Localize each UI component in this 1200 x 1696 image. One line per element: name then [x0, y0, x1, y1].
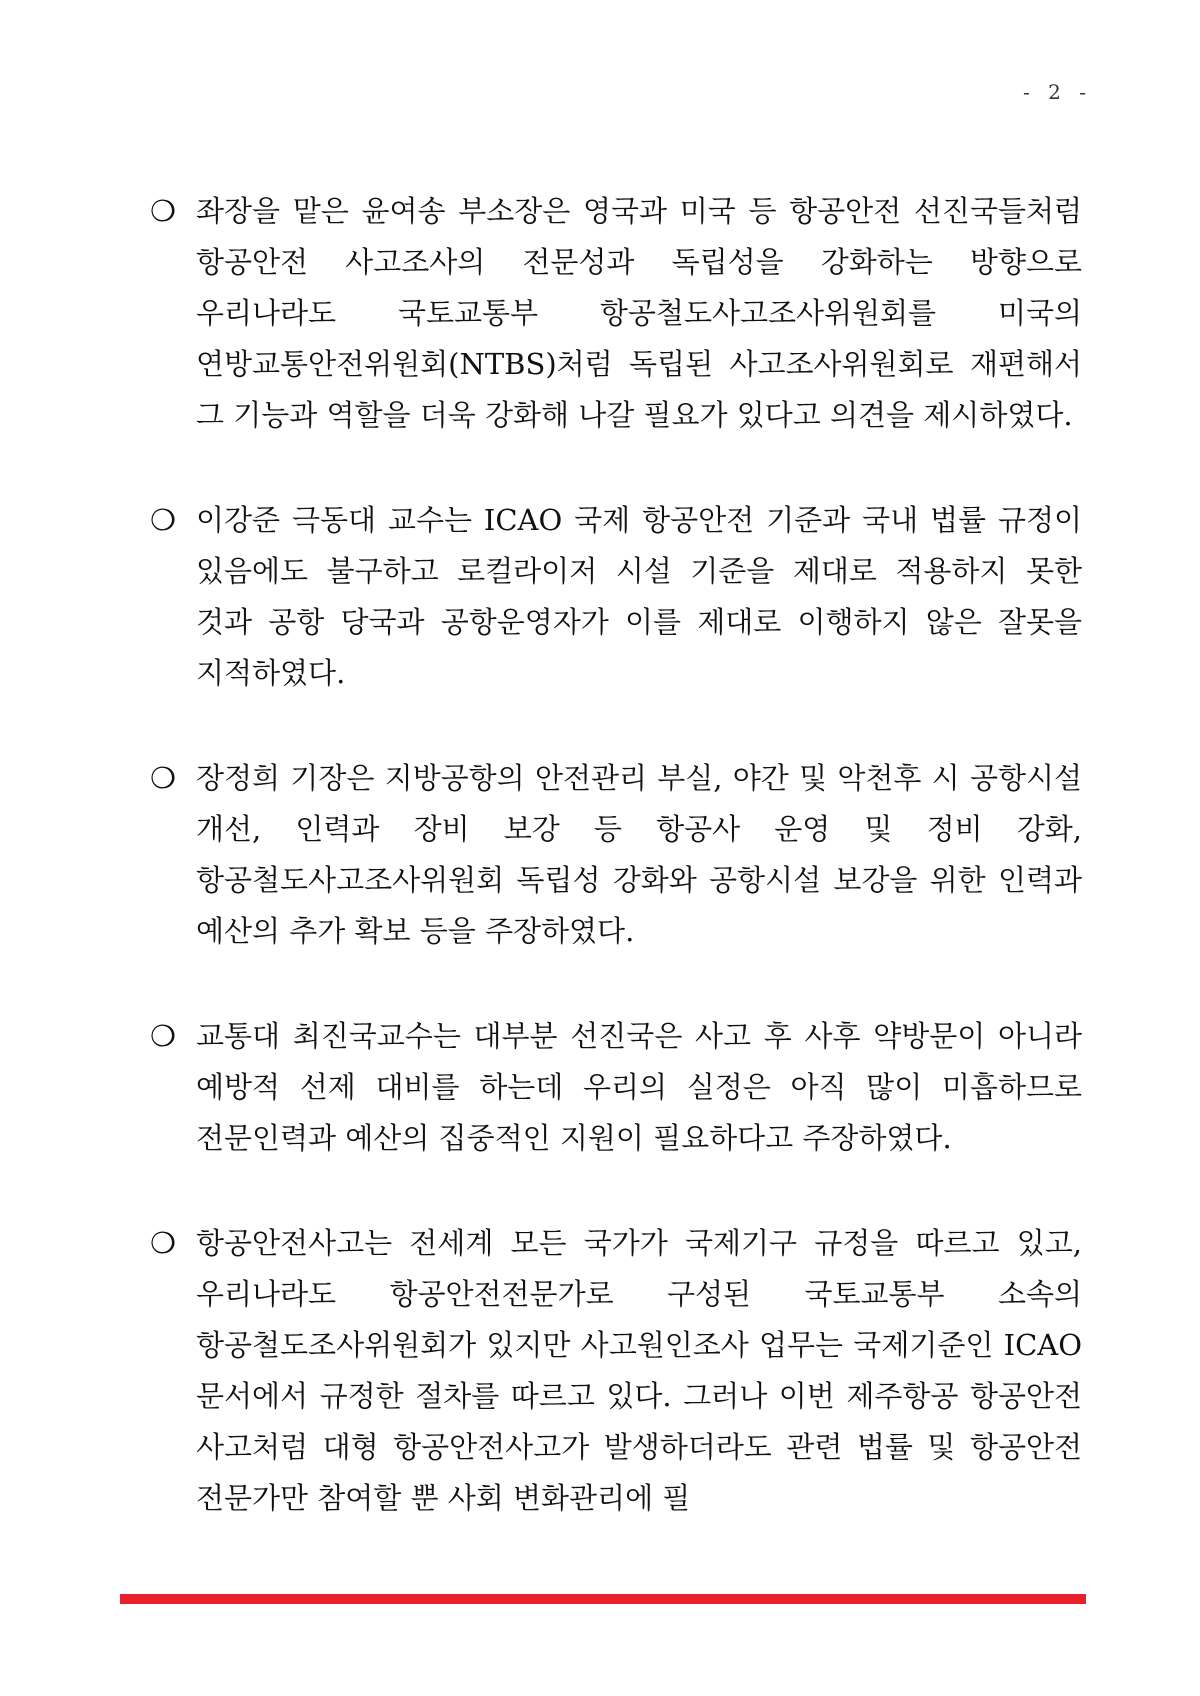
- bullet-circle-icon: ❍: [150, 1226, 176, 1260]
- bullet-circle-icon: ❍: [150, 761, 176, 795]
- bullet-circle-icon: ❍: [150, 503, 176, 537]
- paragraph-text: 장정희 기장은 지방공항의 안전관리 부실, 야간 및 악천후 시 공항시설 개선, 인력과 장비 보강 등 항공사 운영 및 정비 강화, 항공철도사고조사위원회 독립성 강화와 공항시설 보강을 위한 인력과 예산의 추가 확보 등을 주장하였다.: [196, 761, 1082, 948]
- footer-divider: [120, 1594, 1086, 1604]
- paragraph-text: 이강준 극동대 교수는 ICAO 국제 항공안전 기준과 국내 법률 규정이 있음에도 불구하고 로컬라이저 시설 기준을 제대로 적용하지 못한 것과 공항 당국과 공항운영자가 이를 제대로 이행하지 않은 잘못을 지적하였다.: [196, 503, 1082, 690]
- document-body: [150, 186, 1082, 1578]
- page-number: - 2 -: [1023, 80, 1092, 104]
- paragraph: [150, 186, 1082, 441]
- paragraph: [150, 495, 1082, 699]
- bullet-circle-icon: ❍: [150, 1019, 176, 1053]
- paragraph: [150, 1218, 1082, 1524]
- bullet-circle-icon: ❍: [150, 194, 176, 228]
- paragraph-text: 항공안전사고는 전세계 모든 국가가 국제기구 규정을 따르고 있고, 우리나라도 항공안전전문가로 구성된 국토교통부 소속의 항공철도조사위원회가 있지만 사고원인조사 업무는 국제기준인 ICAO 문서에서 규정한 절차를 따르고 있다. 그러나 이번 제주항공 항공안전 사고처럼 대형 항공안전사고가 발생하더라도 관련 법률 및 항공안전 전문가만 참여할 뿐 사회 변화관리에 필: [196, 1226, 1082, 1515]
- paragraph-text: 좌장을 맡은 윤여송 부소장은 영국과 미국 등 항공안전 선진국들처럼 항공안전 사고조사의 전문성과 독립성을 강화하는 방향으로 우리나라도 국토교통부 항공철도사고조사위원회를 미국의 연방교통안전위원회(NTBS)처럼 독립된 사고조사위원회로 재편해서 그 기능과 역할을 더욱 강화해 나갈 필요가 있다고 의견을 제시하였다.: [196, 194, 1082, 432]
- paragraph-text: 교통대 최진국교수는 대부분 선진국은 사고 후 사후 약방문이 아니라 예방적 선제 대비를 하는데 우리의 실정은 아직 많이 미흡하므로 전문인력과 예산의 집중적인 지원이 필요하다고 주장하였다.: [196, 1019, 1082, 1155]
- paragraph: [150, 753, 1082, 957]
- paragraph: [150, 1011, 1082, 1164]
